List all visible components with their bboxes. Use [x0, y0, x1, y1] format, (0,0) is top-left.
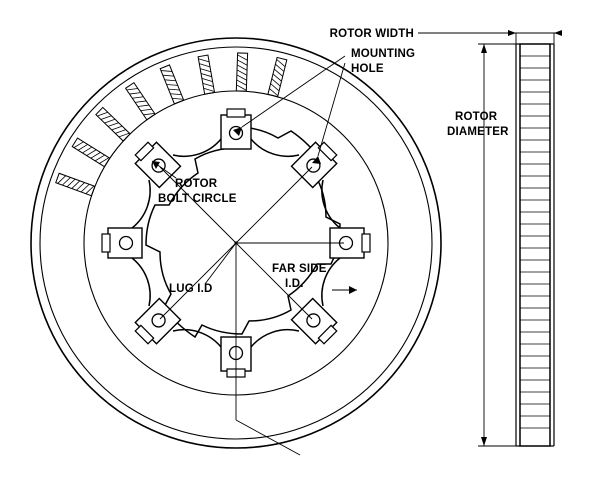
mounting-ear-7	[102, 228, 142, 258]
label-mounting-hole-line1: MOUNTING	[351, 48, 416, 60]
label-rotor-diameter-line2: DIAMETER	[447, 126, 509, 138]
label-lug-id: LUG I.D	[169, 283, 213, 295]
leader-mounting-hole-2	[318, 63, 345, 156]
label-far-side-id-line2: I.D.	[285, 278, 304, 290]
label-rotor-bolt-circle-line1: ROTOR	[175, 178, 218, 190]
label-far-side-id-line1: FAR SIDE	[272, 263, 327, 275]
vane	[56, 173, 95, 195]
callout-leaders	[152, 56, 357, 455]
vane	[268, 57, 287, 96]
label-rotor-bolt-circle-line2: BOLT CIRCLE	[158, 193, 237, 205]
label-mounting-hole-line2: HOLE	[351, 63, 384, 75]
label-rotor-diameter-line1: ROTOR	[455, 111, 498, 123]
vane	[198, 55, 214, 94]
vane	[236, 53, 247, 91]
vane	[72, 138, 110, 167]
edge-view	[516, 44, 554, 446]
vane	[126, 83, 156, 120]
edge-vane-ticks	[520, 56, 550, 428]
dimension-lines	[418, 33, 560, 446]
vane	[96, 107, 130, 141]
leader-lug-id	[205, 243, 236, 284]
leader-bottom-diag	[236, 420, 300, 455]
label-rotor-width: ROTOR WIDTH	[329, 28, 414, 40]
vane	[160, 65, 184, 104]
